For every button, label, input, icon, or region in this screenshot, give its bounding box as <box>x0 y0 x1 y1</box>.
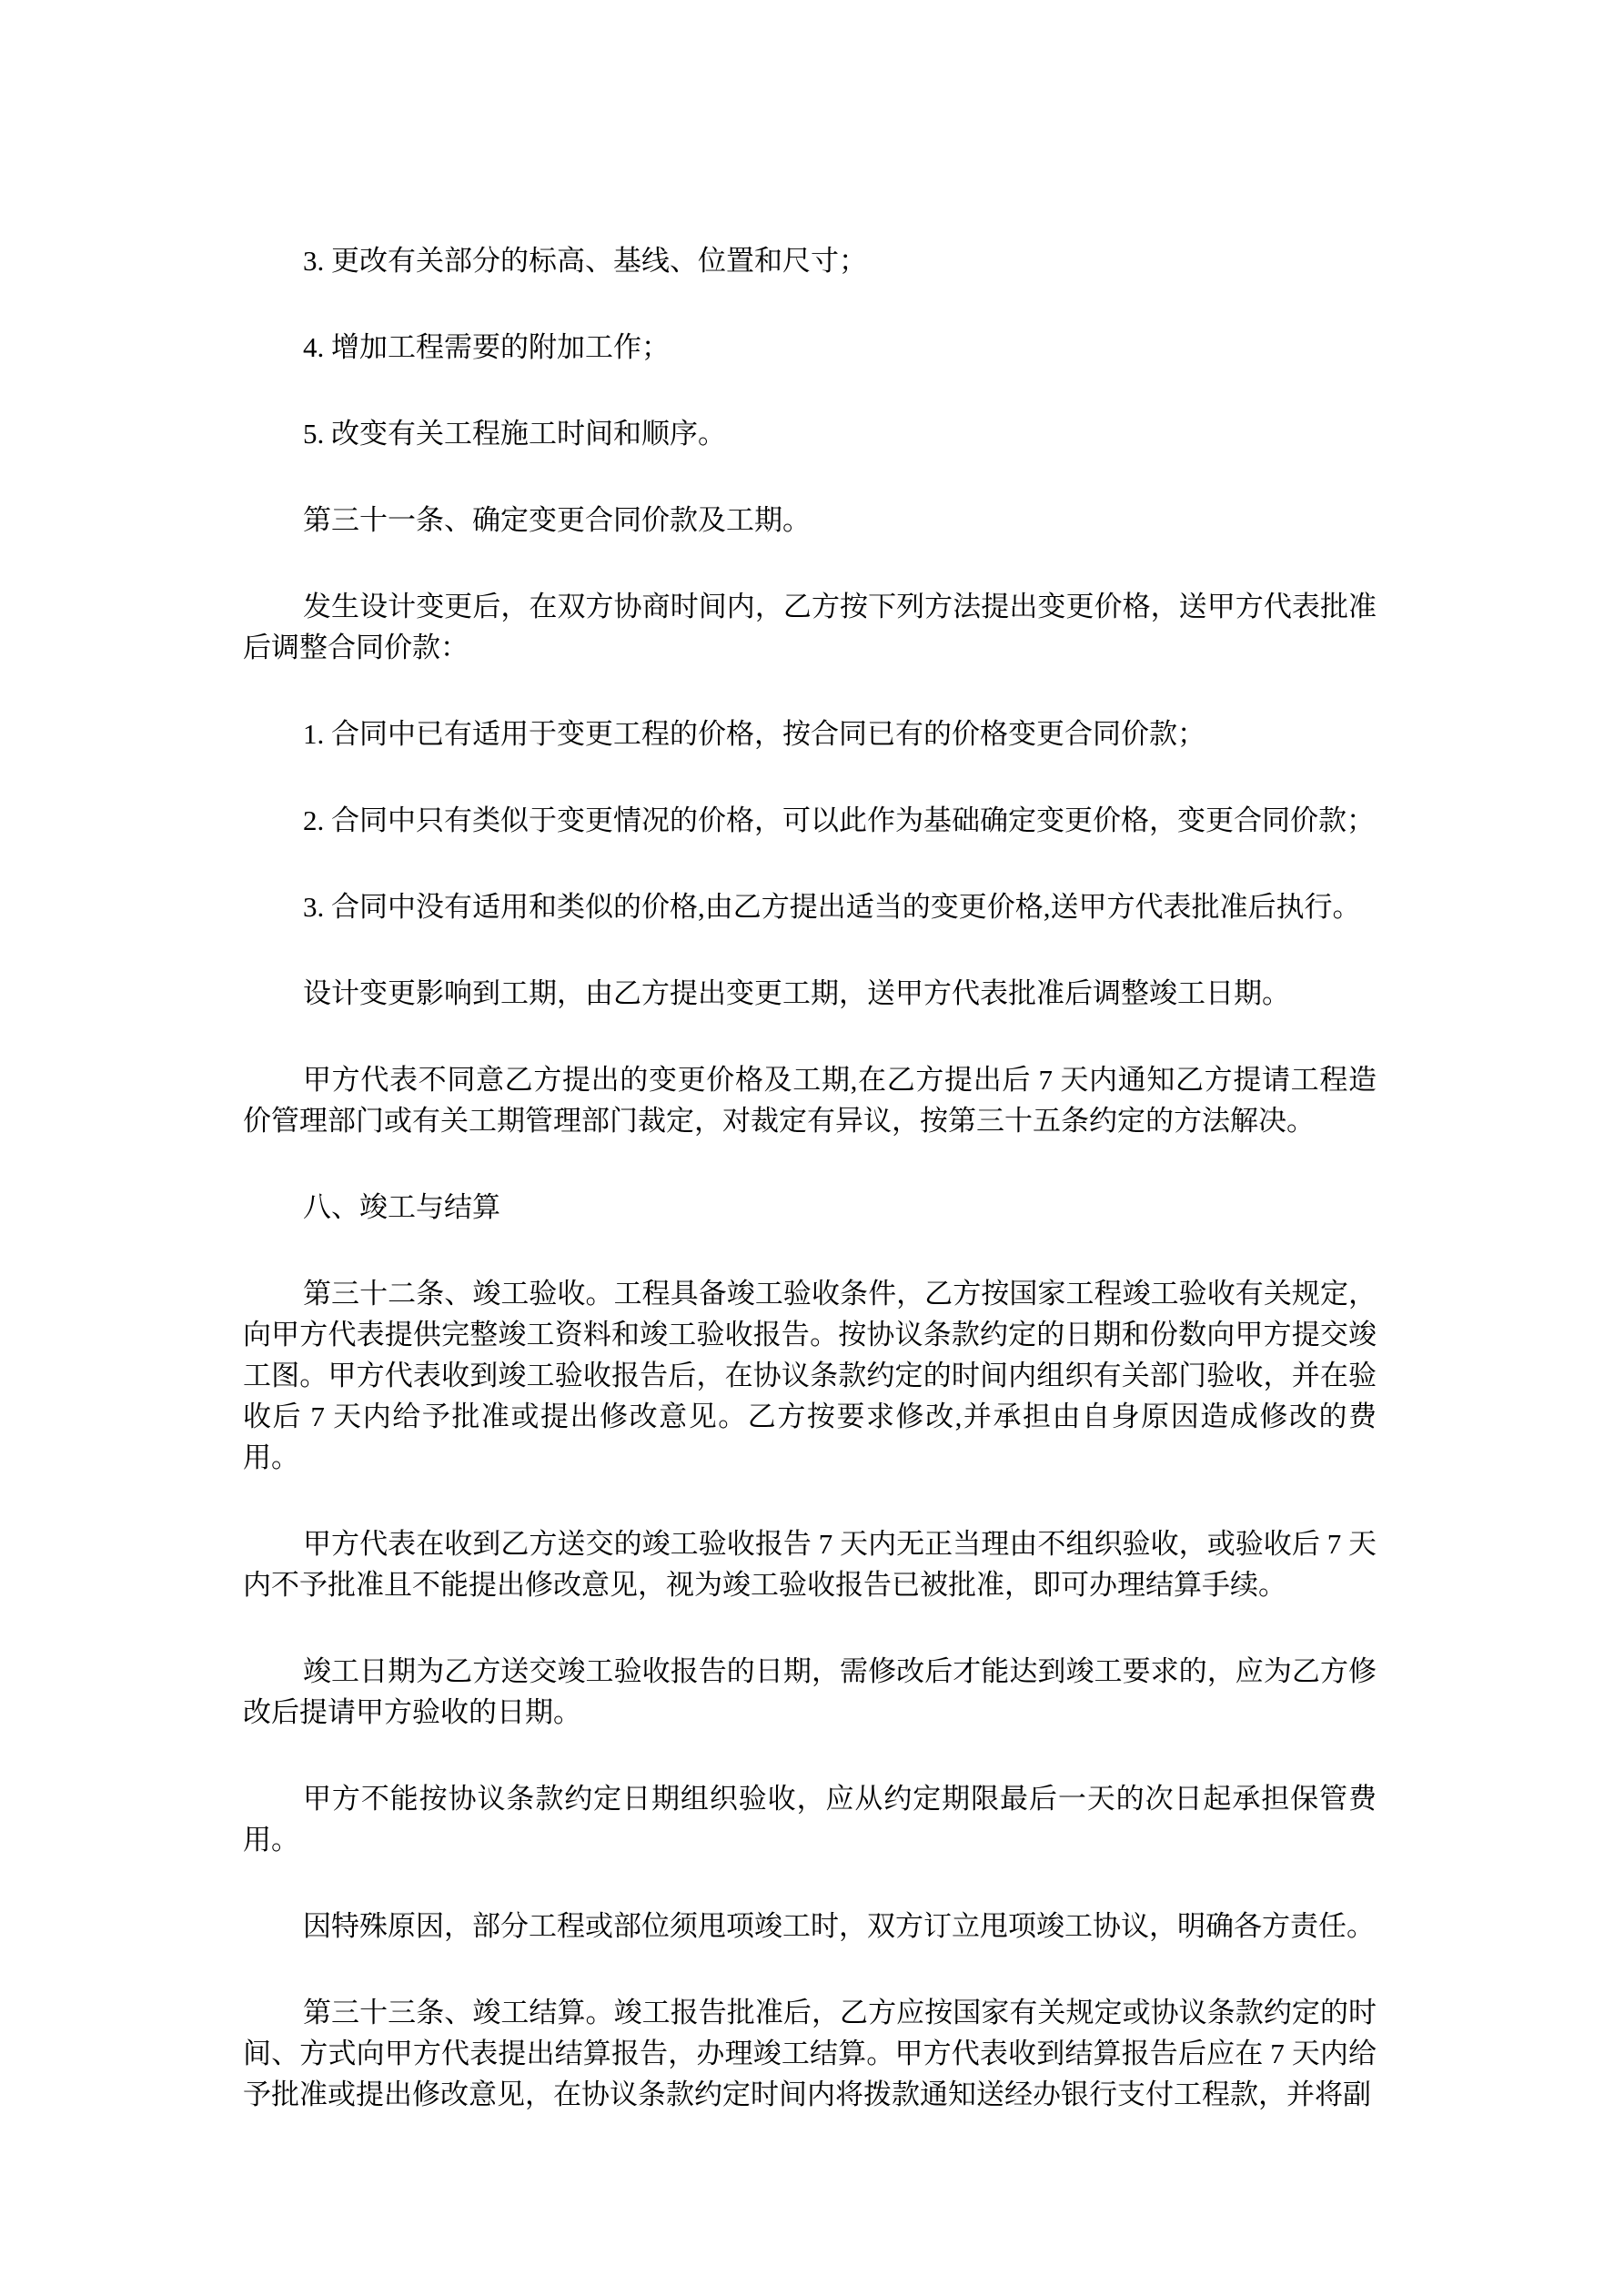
clause-31-heading: 第三十一条、确定变更合同价款及工期。 <box>303 504 811 536</box>
price-method-1: 1. 合同中已有适用于变更工程的价格，按合同已有的价格变更合同价款； <box>303 718 1205 750</box>
clause-33-settlement: 第三十三条、竣工结算。竣工报告批准后，乙方应按国家有关规定或协议条款约定的时间、方式向甲方代表提出结算报告，办理竣工结算。甲方代表收到结算报告后应在 7 天内给予批准或提出修改意见，在协议条款约定时间内将拨款通知送经办银行支付工程款，并将副 <box>243 1997 1377 2110</box>
para-custody-fee: 甲方不能按协议条款约定日期组织验收，应从约定期限最后一天的次日起承担保管费用。 <box>243 1783 1377 1856</box>
para-schedule-impact: 设计变更影响到工期，由乙方提出变更工期，送甲方代表批准后调整竣工日期。 <box>303 977 1290 1009</box>
list-item-change-elevation: 3. 更改有关部分的标高、基线、位置和尺寸； <box>303 245 867 277</box>
price-method-2: 2. 合同中只有类似于变更情况的价格，可以此作为基础确定变更价格，变更合同价款； <box>303 804 1375 836</box>
para-completion-date: 竣工日期为乙方送交竣工验收报告的日期，需修改后才能达到竣工要求的，应为乙方修改后提请甲方验收的日期。 <box>243 1655 1377 1728</box>
para-acceptance-default: 甲方代表在收到乙方送交的竣工验收报告 7 天内无正当理由不组织验收，或验收后 7 天内不予批准且不能提出修改意见，视为竣工验收报告已被批准，即可办理结算手续。 <box>243 1528 1377 1601</box>
section-8-heading: 八、竣工与结算 <box>303 1191 500 1223</box>
para-disagreement: 甲方代表不同意乙方提出的变更价格及工期,在乙方提出后 7 天内通知乙方提请工程造价管理部门或有关工期管理部门裁定，对裁定有异议，按第三十五条约定的方法解决。 <box>243 1064 1377 1137</box>
list-item-additional-work: 4. 增加工程需要的附加工作； <box>303 331 670 363</box>
para-partial-completion: 因特殊原因，部分工程或部位须甩项竣工时，双方订立甩项竣工协议，明确各方责任。 <box>303 1910 1375 1942</box>
list-item-change-schedule: 5. 改变有关工程施工时间和顺序。 <box>303 418 726 450</box>
clause-32-acceptance: 第三十二条、竣工验收。工程具备竣工验收条件，乙方按国家工程竣工验收有关规定，向甲方代表提供完整竣工资料和竣工验收报告。按协议条款约定的日期和份数向甲方提交竣工图。甲方代表收到竣工验收报告后，在协议条款约定的时间内组织有关部门验收，并在验收后 7 天内给予批准或提出修改意见。乙方按要求修改,并承担由自身原因造成修改的费用。 <box>243 1278 1377 1473</box>
price-method-3: 3. 合同中没有适用和类似的价格,由乙方提出适当的变更价格,送甲方代表批准后执行。 <box>303 891 1361 923</box>
para-design-change: 发生设计变更后，在双方协商时间内，乙方按下列方法提出变更价格，送甲方代表批准后调整合同价款： <box>243 591 1377 663</box>
